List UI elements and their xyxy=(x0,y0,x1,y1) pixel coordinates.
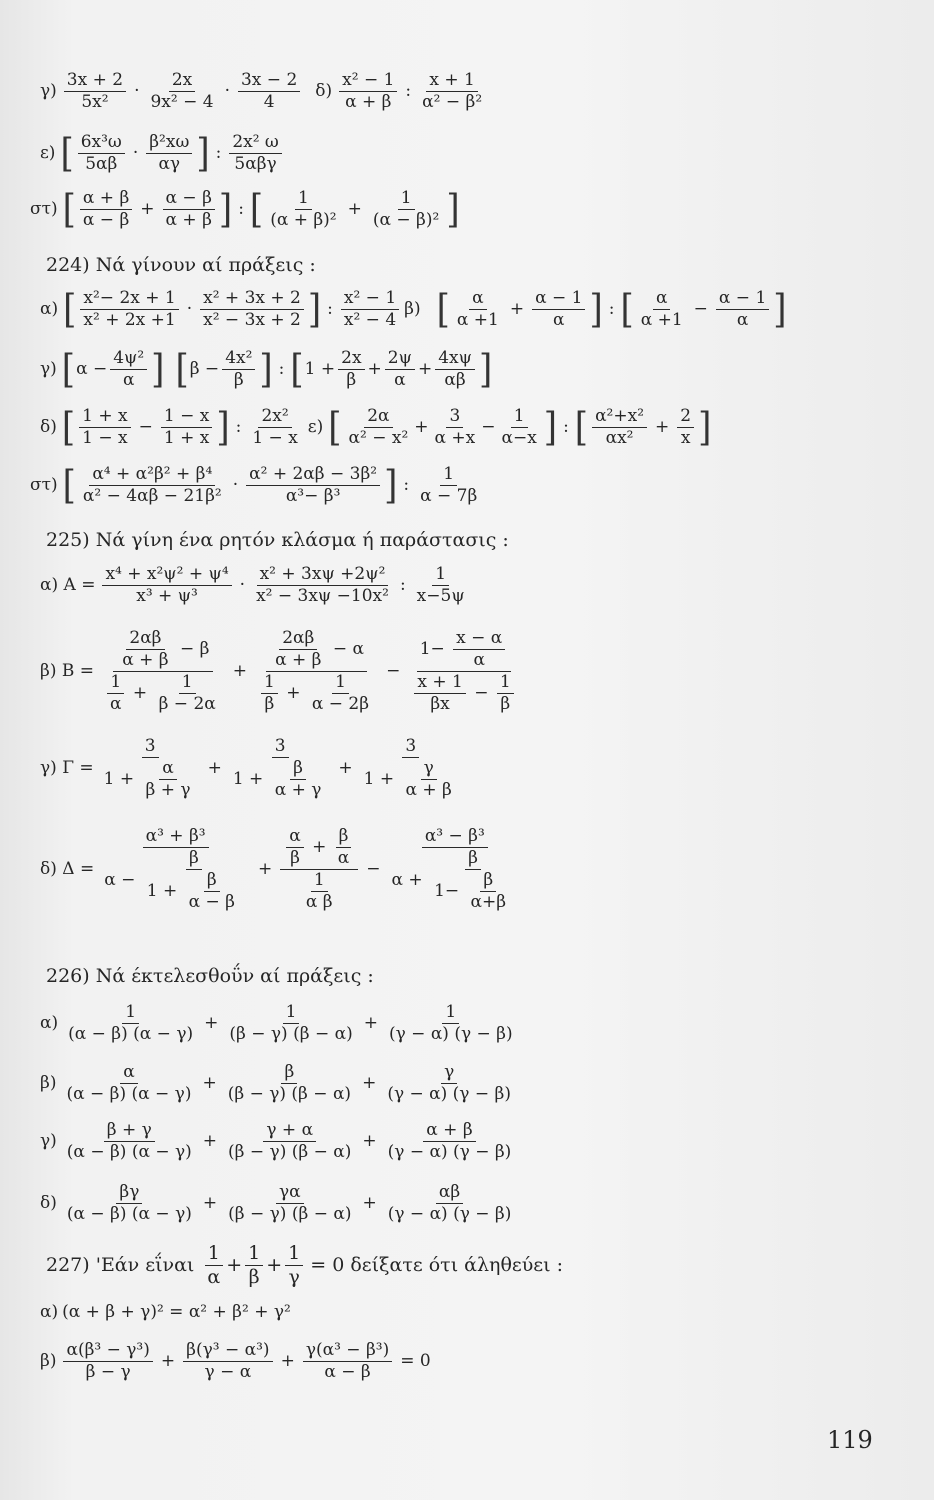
exercise-226-alpha: α) 1 (α − β) (α − γ) + $\frac{1}{(\beta - \gamma) (\beta - \alpha)}$ + $\frac{1}{(\gamma - \alpha) (\gamma - \beta)}$ xyxy=(40,1002,513,1044)
exercise-224-heading: 224) Νά γίνουν αί πράξεις : xyxy=(46,254,316,276)
exercise-224-alpha-beta: α) [ x²− 2x + 1 x² + 2x +1 · x² + 3x + 2 x² − 3x + 2 ] : x² − 1 x² − 4 β) [ α α +1 + $\frac{\alpha - 1}{\alpha}$ ] : [ α α +1 − $\frac{\alpha - 1}{\alpha}$ ] xyxy=(40,286,787,333)
page-number: 119 xyxy=(827,1426,873,1454)
exercise-226-delta: δ) βγ (α − β) (α − γ) + $\frac{\gamma\alpha}{(\beta - \gamma) (\beta - \alpha)}$ + $\frac{\alpha\beta}{(\gamma - \alpha) (\gamma - \beta)}$ xyxy=(40,1182,512,1224)
exercise-224-delta-epsilon: δ) [ 1 + x 1 − x − $\frac{1 - x}{1 + x}$ ] : 2x² 1 − x ε) [ 2α α² − x² + 3 α +x − 1 α−x ] : [ α²+x² αx² + $\frac{2}{x}$ ] xyxy=(40,404,712,451)
exercise-225-heading: 225) Νά γίνη ένα ρητόν κλάσμα ή παράστασις : xyxy=(46,529,509,551)
exercise-227-heading: 227) 'Εάν εΐναι 1 α + 1 β + $\frac{1}{\gamma}$ = 0 δείξατε ότι άληθεύει : xyxy=(46,1242,564,1288)
exercise-226-beta: β) α (α − β) (α − γ) + $\frac{\beta}{(\beta - \gamma) (\beta - \alpha)}$ + $\frac{\gamma}{(\gamma - \alpha) (\gamma - \beta)}$ xyxy=(40,1062,511,1104)
exercise-223-gamma-delta: γ) 3x + 2 5x² · 2x 9x² − 4 · 3x − 2 4 δ) x² − 1 α + β : x + 1 α² − β² xyxy=(40,70,483,112)
exercise-223-stigma: στ) [ α + β α − β + $\frac{\alpha - \beta}{\alpha + \beta}$ ] : [ 1 (α + β)² + $\frac{1}{\text{(α − β)²}}$ ] xyxy=(30,186,460,233)
exercise-223-epsilon: ε) [ 6x³ω 5αβ · β²xω αγ ] : 2x² ω 5αβγ xyxy=(40,134,285,173)
exercise-225-beta: β) B = $\frac{2\alpha\beta}{\alpha + \beta}$ − β $\frac{1}{\alpha}$ + $\frac{1}{\beta - 2\alpha}$ + $\frac{2\alpha\beta}{\alpha + \beta}$ − α $\frac{1}{\beta}$ + $\frac{1}{\alpha - 2\beta}$ − 1− $\frac{x - \alpha}{\alpha}$ $\frac{x + 1}{\beta x}$ − $\frac{1}{\beta}$ xyxy=(40,630,523,713)
exercise-227-alpha: α) (α + β + γ)² = α² + β² + γ² xyxy=(40,1302,291,1322)
exercise-225-gamma: γ) Γ = 3 1 + $\frac{\alpha}{\beta + \gamma}$ + 3 1 + $\frac{\beta}{\alpha + \gamma}$ + 3 1 + $\frac{\gamma}{\alpha + \beta}$ xyxy=(40,736,452,800)
exercise-226-gamma: γ) β + γ (α − β) (α − γ) + $\frac{\gamma + \alpha}{(\beta - \gamma) (\beta - \alpha)}$ + $\frac{\alpha + \beta}{(\gamma - \alpha) (\gamma - \beta)}$ xyxy=(40,1120,512,1162)
exercise-224-stigma: στ) [ α⁴ + α²β² + β⁴ α² − 4αβ − 21β² · α² + 2αβ − 3β² α³− β³ ] : 1 α − 7β xyxy=(30,462,478,509)
exercise-224-gamma: γ) [ α − 4ψ² α ] [ β − 4x² β ] : [ 1 + 2x β + 2ψ α + 4xψ αβ ] xyxy=(40,346,493,393)
exercise-227-heading-pre: 227) 'Εάν εΐναι xyxy=(46,1254,195,1276)
exercise-227-beta: β) α(β³ − γ³) β − γ + $\frac{\text{β(γ³ − α³)}}{\gamma - \alpha}$ + $\frac{\text{γ(α³ − β³)}}{\alpha - \beta}$ = 0 xyxy=(40,1340,431,1382)
exercise-226-heading: 226) Νά έκτελεσθοΰν αί πράξεις : xyxy=(46,965,374,987)
exercise-227-heading-post: = 0 δείξατε ότι άληθεύει : xyxy=(310,1254,564,1276)
exercise-225-delta: δ) Δ = α³ + β³ α − β 1 + $\frac{\beta}{\alpha - \beta}$ + $\frac{\alpha}{\beta}$ + $\frac{\beta}{\alpha}$ $\frac{1}{\text{α β}}$ − α³ − β³ α + β 1− $\frac{\beta}{\alpha+\beta}$ xyxy=(40,826,507,912)
exercise-225-alpha: α) A = $\frac{\text{x⁴ + x²ψ² + ψ⁴}}{\text{x³ + ψ³}}$ · x² + 3xψ +2ψ² x² − 3xψ −10x² : 1 x−5ψ xyxy=(40,564,465,606)
